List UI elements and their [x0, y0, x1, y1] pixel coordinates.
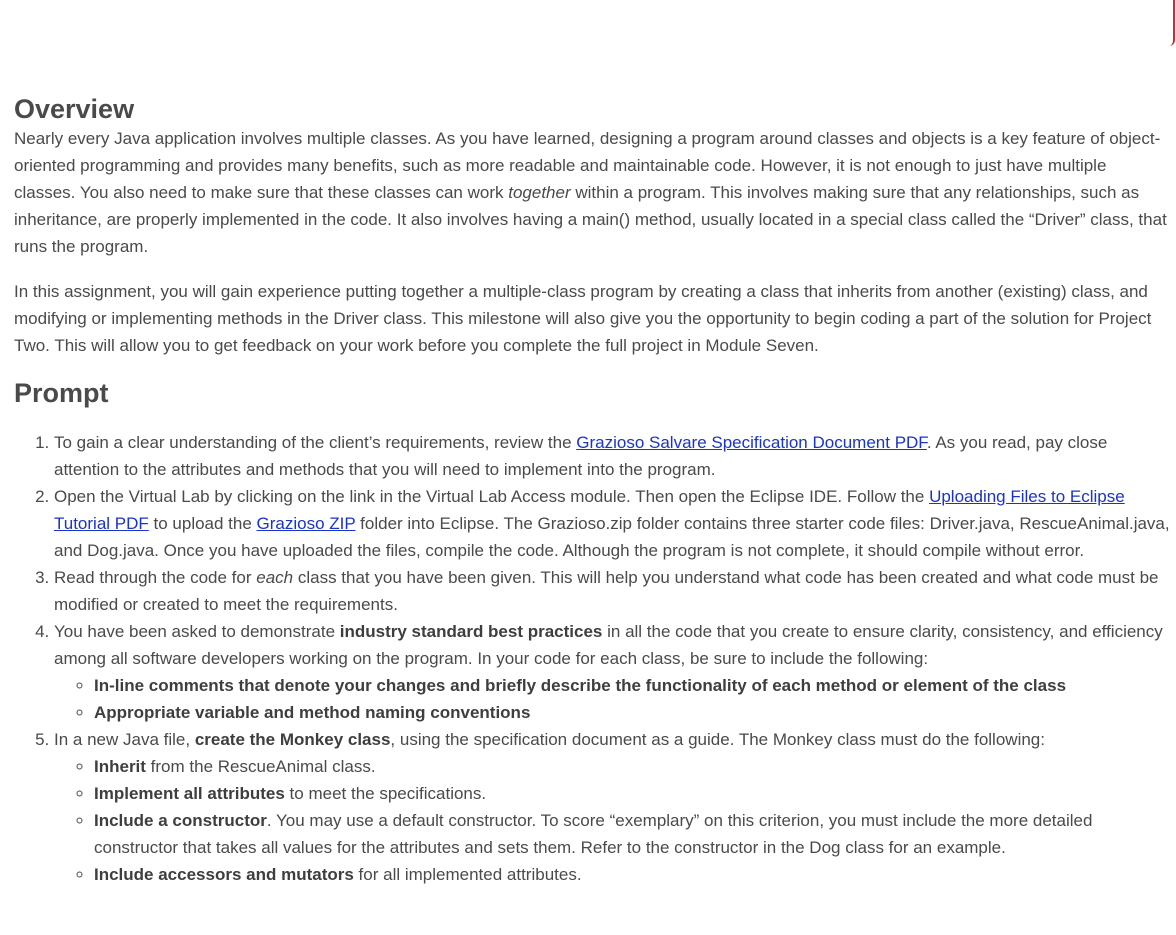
sub-item-inherit: ◦ Inherit from the RescueAnimal class. [94, 753, 1172, 780]
overview-paragraph-2: In this assignment, you will gain experience putting together a multiple-class program by creating a class that inherits from another (existing) class, and modifying or implementing methods in the Driver class. This milestone will also give you the opportunity to begin coding a part of the solution for Project Two. This will allow you to get feedback on your work before you complete the full project in Module Seven. [14, 282, 1152, 355]
step-5-sublist [54, 753, 1172, 888]
step-5: 5. In a new Java file, create the Monkey class, using the specification document as a guide. The Monkey class must do the following: ◦ Inherit from the RescueAnimal class. ◦ Implement all attributes to meet the specifications. ◦ Include a constructor. You may use a default constructor. To score “exemplary” on this criterion, you must include the more detailed constructor that takes all values for the attributes and sets them. Refer to the constructor in the Dog class for an example. ◦ Include accessors and mutators for all implemented attributes. [54, 726, 1172, 888]
step-3: 3. Read through the code for each class that you have been given. This will help you understand what code has been created and what code must be modified or created to meet the requirements. [54, 564, 1172, 618]
prompt-heading: Prompt [14, 378, 109, 408]
sub-item-constructor: ◦ Include a constructor. You may use a default constructor. To score “exemplary” on this criterion, you must include the more detailed constructor that takes all values for the attributes and sets them. Refer to the constructor in the Dog class for an example. [94, 807, 1172, 861]
overview-heading: Overview [14, 94, 135, 124]
overview-paragraph-1: Nearly every Java application involves multiple classes. As you have learned, designing a program around classes and objects is a key feature of object-oriented programming and provides many benefits, such as more readable and maintainable code. However, it is not enough to just have multiple classes. You also need to make sure that these classes can work together within a program. This involves making sure that any relationships, such as inheritance, are properly implemented in the code. It also involves having a main() method, usually located in a special class called the “Driver” class, that runs the program. [14, 129, 1167, 256]
step-4-sublist [54, 672, 1172, 726]
step-2: 2. Open the Virtual Lab by clicking on the link in the Virtual Lab Access module. Then open the Eclipse IDE. Follow the Uploading Files to Eclipse Tutorial PDF to upload the Grazioso ZIP folder into Eclipse. The Grazioso.zip folder contains three starter code files: Driver.java, RescueAnimal.java, and Dog.java. Once you have uploaded the files, compile the code. Although the program is not complete, it should compile without error. [54, 483, 1172, 564]
specification-document-link[interactable]: Grazioso Salvare Specification Document PDF [576, 433, 927, 452]
step-1: 1. To gain a clear understanding of the client’s requirements, review the Grazioso Salvare Specification Document PDF. As you read, pay close attention to the attributes and methods that you will need to implement into the program. [54, 429, 1172, 483]
prompt-steps-list [14, 429, 1172, 888]
sub-item-accessors: ◦ Include accessors and mutators for all implemented attributes. [94, 861, 1172, 888]
grazioso-zip-link[interactable]: Grazioso ZIP [256, 514, 356, 533]
sub-item-naming-conventions: ◦ Appropriate variable and method naming conventions [94, 699, 1172, 726]
uploading-files-tutorial-link[interactable]: Uploading Files to Eclipse Tutorial PDF [54, 487, 1125, 533]
sub-item-attributes: ◦ Implement all attributes to meet the specifications. [94, 780, 1172, 807]
red-edge-mark [1167, 0, 1175, 46]
assignment-content [14, 93, 1172, 888]
sub-item-inline-comments: ◦ In-line comments that denote your changes and briefly describe the functionality of each method or element of the class [94, 672, 1172, 699]
step-4: 4. You have been asked to demonstrate industry standard best practices in all the code that you create to ensure clarity, consistency, and efficiency among all software developers working on the program. In your code for each class, be sure to include the following: ◦ In-line comments that denote your changes and briefly describe the functionality of each method or element of the class ◦ Appropriate variable and method naming conventions [54, 618, 1172, 726]
